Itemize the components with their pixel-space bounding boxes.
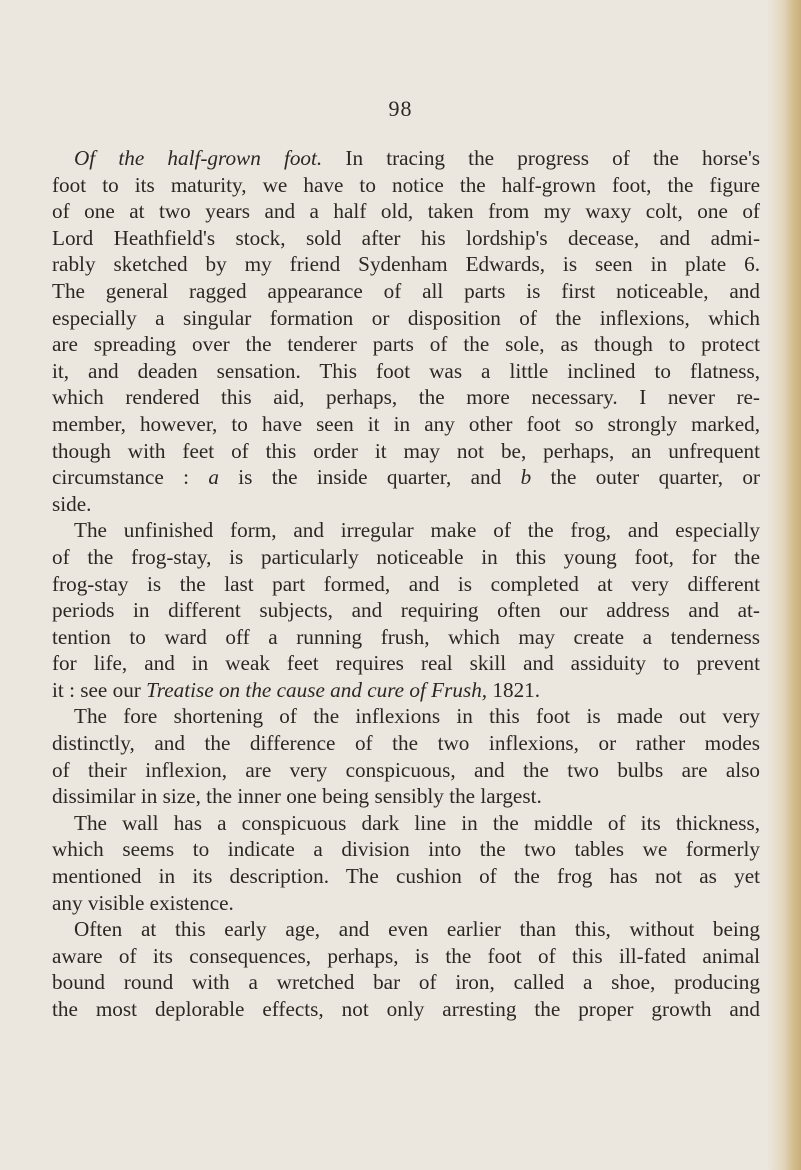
- text-line: mentioned in its description. The cushion of the frog has not as yet: [52, 864, 760, 889]
- text-line: it : see our Treatise on the cause and cure of Frush, 1821.: [52, 677, 541, 702]
- text-line: of the frog-stay, is particularly noticeable in this young foot, for the: [52, 544, 760, 569]
- text-line: foot to its maturity, we have to notice the half-grown foot, the figure: [52, 172, 760, 197]
- body-text: [52, 145, 760, 1023]
- letter-reference-a: a: [208, 465, 219, 490]
- text-line: which rendered this aid, perhaps, the more necessary. I never re-: [52, 385, 760, 410]
- letter-reference-b: b: [520, 465, 532, 490]
- text-line: which seems to indicate a division into the two tables we formerly: [52, 837, 760, 862]
- page-edge-shadow: [767, 0, 801, 1170]
- paragraph: [52, 145, 760, 517]
- text-line: The fore shortening of the inflexions in this foot is made out very: [74, 704, 760, 729]
- text-line: periods in different subjects, and requiring often our address and at-: [52, 598, 760, 623]
- text-line: The general ragged appearance of all parts is first noticeable, and: [52, 278, 760, 303]
- text-line: dissimilar in size, the inner one being sensibly the largest.: [52, 784, 542, 809]
- text-line: though with feet of this order it may not be, perhaps, an unfrequent: [52, 438, 760, 463]
- book-title: Treatise on the cause and cure of Frush,: [146, 677, 488, 702]
- page-number: 98: [388, 96, 413, 121]
- text-line: of one at two years and a half old, taken from my waxy colt, one of: [52, 199, 760, 224]
- text-line: Of the half-grown foot. In tracing the progress of the horse's: [74, 146, 761, 170]
- text-line: aware of its consequences, perhaps, is the foot of this ill-fated animal: [52, 943, 760, 968]
- text-line: frog-stay is the last part formed, and is completed at very different: [52, 571, 760, 596]
- paragraph: [52, 703, 760, 809]
- paragraph: [52, 517, 760, 703]
- text-line: especially a singular formation or disposition of the inflexions, which: [52, 305, 760, 330]
- paragraph: [52, 810, 760, 916]
- text-line: any visible existence.: [52, 890, 234, 915]
- text-line: side.: [52, 491, 92, 516]
- text-line: rably sketched by my friend Sydenham Edwards, is seen in plate 6.: [52, 252, 760, 277]
- text-line: distinctly, and the difference of the two inflexions, or rather modes: [52, 731, 760, 756]
- text-line: circumstance : a is the inside quarter, and b the outer quarter, or: [52, 465, 760, 490]
- text-line: for life, and in weak feet requires real skill and assiduity to prevent: [52, 651, 760, 676]
- text-line: Lord Heathfield's stock, sold after his lordship's decease, and admi-: [52, 225, 760, 250]
- text-line: The wall has a conspicuous dark line in the middle of its thickness,: [74, 810, 760, 835]
- text-line: of their inflexion, are very conspicuous, and the two bulbs are also: [52, 757, 760, 782]
- text-line: member, however, to have seen it in any other foot so strongly marked,: [52, 411, 760, 436]
- text-line: are spreading over the tenderer parts of the sole, as though to protect: [52, 332, 760, 357]
- text-line: the most deplorable effects, not only arresting the proper growth and: [52, 997, 760, 1021]
- text-line: bound round with a wretched bar of iron, called a shoe, producing: [52, 970, 760, 995]
- text-line: it, and deaden sensation. This foot was a little inclined to flatness,: [52, 358, 760, 383]
- text-line: tention to ward off a running frush, which may create a tenderness: [52, 624, 760, 649]
- text-line: The unfinished form, and irregular make of the frog, and especially: [74, 518, 760, 543]
- paragraph: [52, 916, 760, 1022]
- section-heading: Of the half-grown foot.: [74, 146, 323, 170]
- text-line: Often at this early age, and even earlier than this, without being: [74, 917, 760, 942]
